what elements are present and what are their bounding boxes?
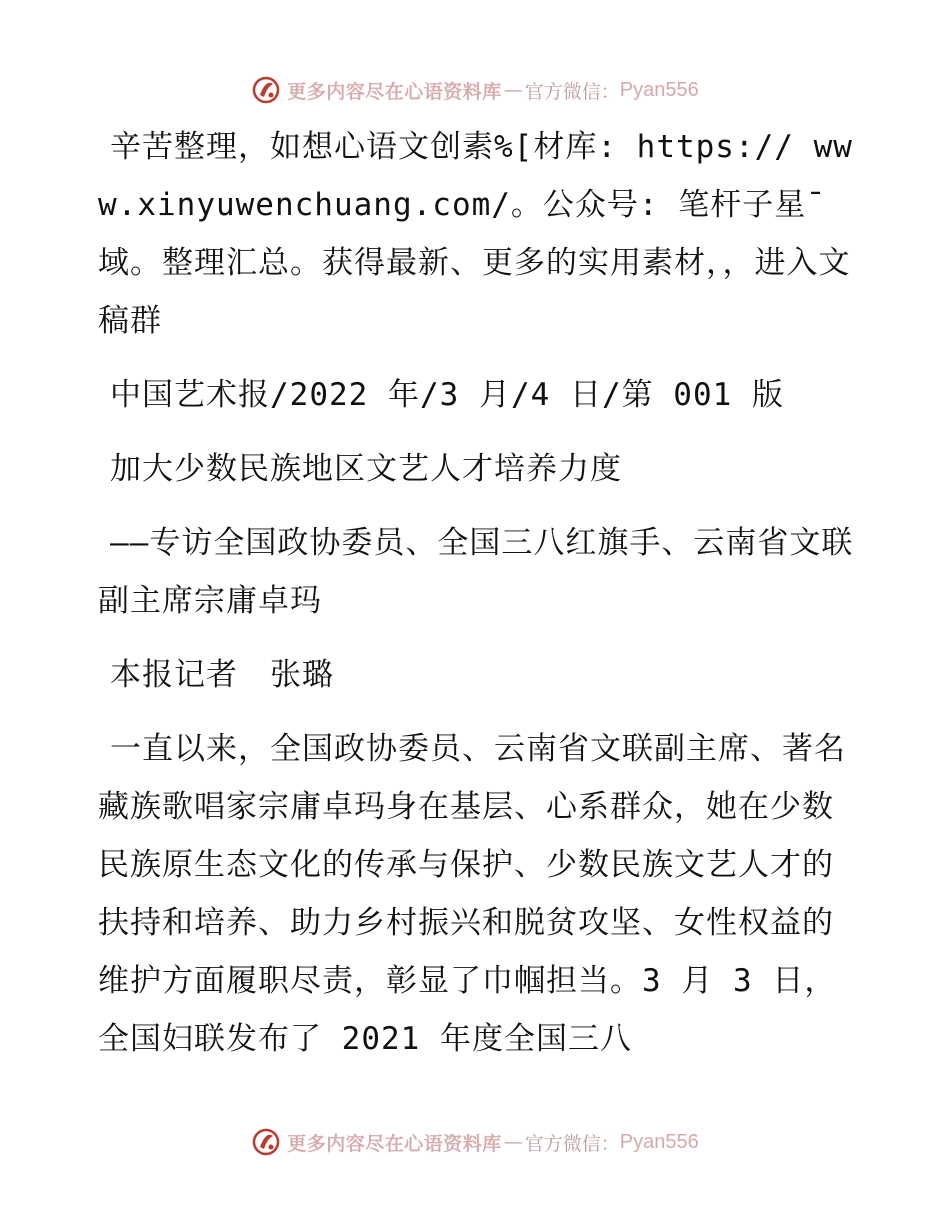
source-text: 中国艺术报/2022 年/3 月/4 日/第 001 版: [110, 377, 784, 413]
article-title: [98, 440, 858, 498]
banner-text: 更多内容尽在心语资料库: [287, 1132, 502, 1155]
title-text: 加大少数民族地区文艺人才培养力度: [110, 451, 622, 487]
header-banner: [0, 70, 950, 110]
footer-banner: [0, 1122, 950, 1162]
byline: [98, 646, 858, 704]
subtitle-text: ——专访全国政协委员、全国三八红旗手、云南省文联副主席宗庸卓玛: [98, 525, 854, 619]
banner-wechat-id: Pyan556: [619, 78, 699, 101]
brand-logo-icon: [251, 75, 281, 105]
banner-wechat-id: Pyan556: [619, 1130, 699, 1153]
brand-logo-icon: [251, 1127, 281, 1157]
source-line: [98, 366, 858, 424]
banner-dash: —: [503, 79, 523, 101]
banner-wechat-label: 官方微信：: [524, 80, 620, 103]
intro-text: 辛苦整理，如想心语文创素%[材库: https:// www.xinyuwenchuang.com/。公众号: 笔杆子星¯域。整理汇总。获得最新、更多的实用素材，，进入文稿群: [98, 129, 853, 339]
banner-wechat-label: 官方微信：: [524, 1132, 620, 1155]
banner-dash: —: [503, 1131, 523, 1153]
banner-text: 更多内容尽在心语资料库: [287, 80, 502, 103]
intro-paragraph: [98, 118, 858, 350]
body-paragraph: [98, 720, 858, 1068]
byline-text: 本报记者 张璐: [110, 657, 334, 693]
article-subtitle: [98, 514, 858, 630]
body-text: 一直以来，全国政协委员、云南省文联副主席、著名藏族歌唱家宗庸卓玛身在基层、心系群众，她在少数民族原生态文化的传承与保护、少数民族文艺人才的扶持和培养、助力乡村振兴和脱贫攻坚、女性权益的维护方面履职尽责，彰显了巾帼担当。3 月 3 日，全国妇联发布了 2021 年度全国三八: [98, 731, 846, 1057]
